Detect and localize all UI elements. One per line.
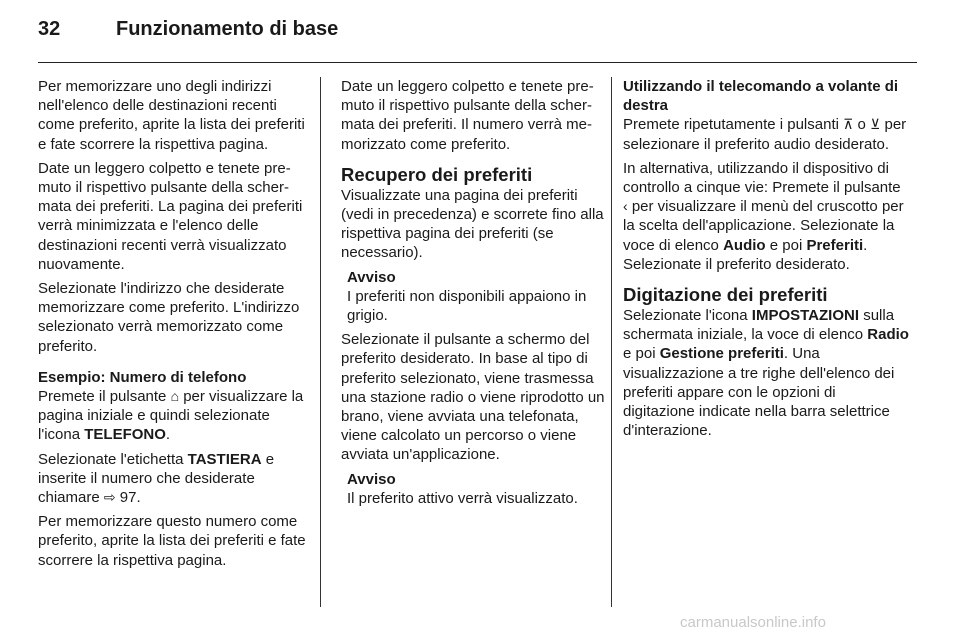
paragraph: Visualizzate una pagina dei preferiti (vedi in precedenza) e scorrete fino alla rispettiva pagina dei preferiti (se necessario). <box>341 186 604 262</box>
example-heading: Esempio: Numero di telefono <box>38 368 247 386</box>
key-telefono: TELEFONO <box>84 426 166 444</box>
key-tastiera: TASTIERA <box>187 450 262 468</box>
paragraph: Premete il pulsante ⌂ per visualizzare la pagina iniziale e quindi selezionate l'icona TELEFONO. <box>38 388 304 444</box>
chapter-title: Funzionamento di base <box>116 18 339 40</box>
paragraph: Selezionate l'indirizzo che desiderate memorizzare come preferito. L'indirizzo selezionato verrà memorizzato come preferito. <box>38 280 300 355</box>
paragraph: Per memorizzare questo numero come preferito, aprite la lista dei preferiti e fate scorrere la rispettiva pagina. <box>38 513 306 569</box>
subheading: Utilizzando il telecomando a volante di destra <box>623 78 899 115</box>
paragraph: In alternativa, utilizzando il dispositivo di controllo a cinque vie: Premete il pulsante ‹ per visualizzare il menù del cruscotto per la scelta dell'applicazione. Selezionate la voce di elenco Audio e poi Preferiti. Selezionate il preferito desiderato. <box>623 159 904 273</box>
section-heading: Digitazione dei preferiti <box>623 284 828 306</box>
column-1 <box>38 77 308 575</box>
paragraph: Selezionate l'etichetta TASTIERA e inserite il numero che desiderate chiamare ⇨ 97. <box>38 450 275 507</box>
paragraph: Per memorizzare uno degli indirizzi nell'elenco delle destinazioni recenti come preferito, aprite la lista dei preferiti e fate scorrere la rispettiva pagina. <box>38 78 305 153</box>
home-icon: ⌂ <box>170 388 180 405</box>
section-heading: Recupero dei preferiti <box>341 163 533 185</box>
column-divider <box>320 77 321 607</box>
column-2 <box>341 77 607 513</box>
column-3 <box>623 77 909 445</box>
note-label: Avviso <box>347 268 396 286</box>
note-text: I preferiti non disponibili appaiono in grigio. <box>347 287 587 325</box>
page-reference: 97. <box>119 489 141 507</box>
note <box>341 470 607 508</box>
paragraph: Selezionate il pulsante a schermo del preferito desiderato. In base al tipo di preferito selezionato, viene trasmessa una stazione radio o viene riprodotto un brano, viene avviata una telefonata, viene calcolato un percorso o viene avviata un'applicazione. <box>341 331 605 464</box>
note-text: Il preferito attivo verrà visualizzato. <box>347 489 578 507</box>
down-button-icon: ⊻ <box>870 116 881 133</box>
watermark: carmanualsonline.info <box>680 614 826 631</box>
paragraph: Date un leggero colpetto e tenete premuto il rispettivo pulsante della schermata dei preferiti. Il numero verrà memorizzato come preferito. <box>341 78 594 153</box>
page-number: 32 <box>38 18 61 40</box>
header-rule <box>38 62 917 63</box>
left-button-icon: ‹ <box>623 198 628 215</box>
column-divider <box>611 77 612 607</box>
paragraph: Premete ripetutamente i pulsanti ⊼ o ⊻ per selezionare il preferito audio desiderato. <box>623 116 907 153</box>
note-label: Avviso <box>347 470 396 488</box>
paragraph: Date un leggero colpetto e tenete premuto il rispettivo pulsante della schermata dei preferiti. La pagina dei preferiti verrà minimizzata e l'elenco delle destinazioni recenti verrà visualizzato nuovamente. <box>38 159 303 273</box>
reference-arrow-icon: ⇨ <box>103 489 116 506</box>
note <box>341 268 607 326</box>
paragraph: Selezionate l'icona IMPOSTAZIONI sulla schermata iniziale, la voce di elenco Radio e poi Gestione preferiti. Una visualizzazione a tre righe dell'elenco dei preferiti appare con le opzioni di digitazione indicate nella barra selettrice d'interazione. <box>623 307 909 440</box>
up-button-icon: ⊼ <box>843 116 854 133</box>
